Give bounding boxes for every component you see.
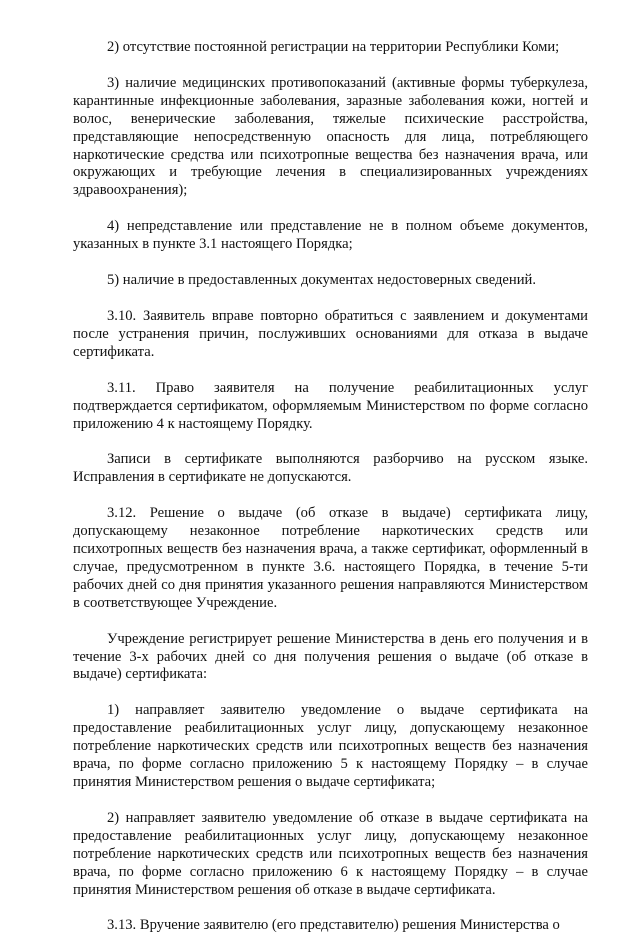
paragraph-institution-registers: Учреждение регистрирует решение Министерства в день его получения и в течение 3-х рабочих дней со дня получения решения о выдаче (об отказе в выдаче) сертификата: — [73, 630, 588, 683]
paragraph-3-10: 3.10. Заявитель вправе повторно обратиться с заявлением и документами после устранения причин, послуживших основаниями для отказа в выдаче сертификата. — [73, 307, 588, 360]
paragraph-ground-5: 5) наличие в предоставленных документах недостоверных сведений. — [107, 272, 536, 289]
paragraph-notification-1: 1) направляет заявителю уведомление о выдаче сертификата на предоставление реабилитационных услуг лицу, допускающему незаконное потребление наркотических средств или психотропных веществ без назначения врача, по форме согласно приложению 5 к настоящему Порядку – в случае принятия Министерством решения о выдаче сертификата; — [73, 702, 588, 790]
paragraph-3-11: 3.11. Право заявителя на получение реабилитационных услуг подтверждается сертификатом, оформляемым Министерством по форме согласно приложению 4 к настоящему Порядку. — [73, 379, 588, 432]
paragraph-notification-2: 2) направляет заявителю уведомление об отказе в выдаче сертификата на предоставление реабилитационных услуг лицу, допускающему незаконное потребление наркотических средств или психотропных веществ без назначения врача, по форме согласно приложению 6 к настоящему Порядку – в случае принятия Министерством решения об отказе в выдаче сертификата. — [73, 809, 588, 898]
paragraph-ground-3: 3) наличие медицинских противопоказаний (активные формы туберкулеза, карантинные инфекционные заболевания, заразные заболевания кожи, ногтей и волос, венерические заболевания, тяжелые психические расстройства, представляющие непосредственную опасность для лица, потребляющего наркотические средства или психотропные вещества без назначения врача, или окружающих и требующие лечения в специализированных учреждениях здравоохранения); — [73, 74, 588, 199]
document-body — [73, 39, 588, 952]
paragraph-ground-4: 4) непредставление или представление не в полном объеме документов, указанных в пункте 3.1 настоящего Порядка; — [73, 218, 588, 253]
paragraph-certificate-records: Записи в сертификате выполняются разборчиво на русском языке. Исправления в сертификате не допускаются. — [73, 451, 588, 486]
paragraph-3-12: 3.12. Решение о выдаче (об отказе в выдаче) сертификата лицу, допускающему незаконное потребление наркотических средств или психотропных веществ без назначения врача, а также сертификат, оформленный в случае, предусмотренном в пункте 3.6. настоящего Порядка, в течение 5-ти рабочих дней со дня принятия указанного решения направляются Министерством в соответствующее Учреждение. — [73, 505, 588, 611]
paragraph-ground-2: 2) отсутствие постоянной регистрации на территории Республики Коми; — [107, 39, 560, 55]
paragraph-3-13: 3.13. Вручение заявителю (его представителю) решения Министерства о — [107, 917, 560, 934]
